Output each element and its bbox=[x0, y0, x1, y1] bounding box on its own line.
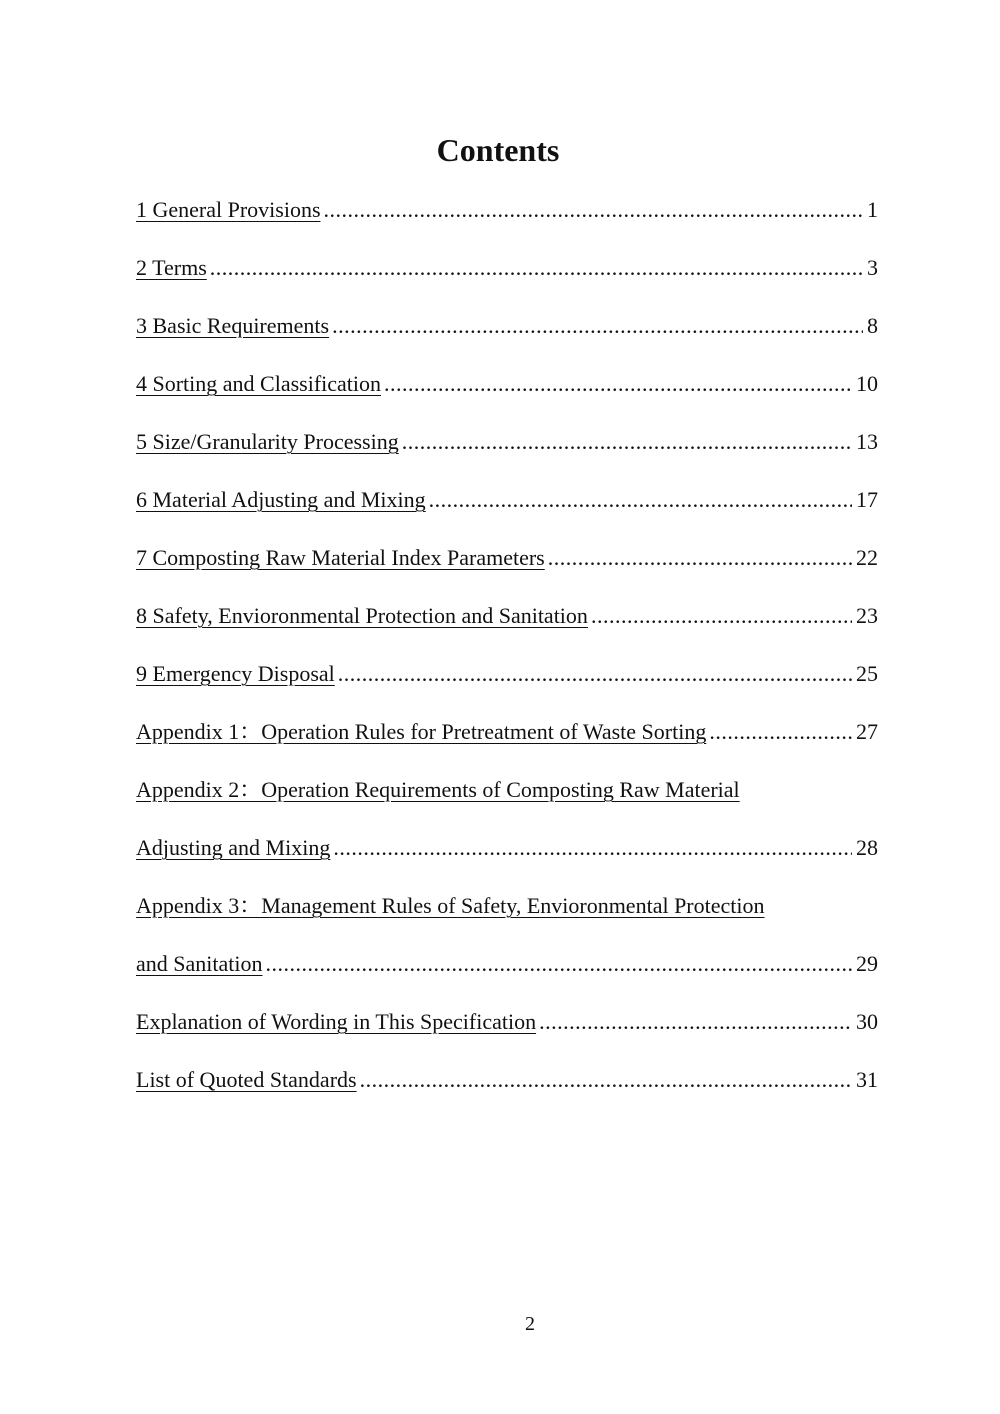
toc-dot-leader bbox=[548, 538, 852, 578]
toc-entry-title[interactable]: 3 Basic Requirements bbox=[136, 313, 330, 338]
toc-entry-composting-parameters[interactable] bbox=[136, 538, 878, 596]
toc-entry-title[interactable]: List of Quoted Standards bbox=[136, 1067, 357, 1092]
toc-entry-title[interactable]: 7 Composting Raw Material Index Parameters bbox=[136, 545, 545, 570]
page-title: Contents bbox=[436, 132, 560, 168]
toc-entry-page: 10 bbox=[856, 371, 878, 396]
toc-entry-page: 1 bbox=[867, 197, 878, 222]
toc-entry-title[interactable]: Appendix 1：Operation Rules for Pretreatment of Waste Sorting bbox=[136, 719, 707, 744]
toc-dot-leader bbox=[591, 596, 852, 636]
toc-entry-title-continued[interactable]: Adjusting and Mixing bbox=[136, 835, 331, 860]
toc-entry-page: 23 bbox=[856, 603, 878, 628]
toc-entry-page: 22 bbox=[856, 545, 878, 570]
toc-entry-title[interactable]: 1 General Provisions bbox=[136, 197, 321, 222]
toc-entry-safety-sanitation[interactable] bbox=[136, 596, 878, 654]
toc-entry-page: 25 bbox=[856, 661, 878, 686]
toc-entry-appendix-2-line2[interactable] bbox=[136, 828, 878, 886]
toc-entry-title[interactable]: Explanation of Wording in This Specification bbox=[136, 1009, 537, 1034]
toc-entry-terms[interactable] bbox=[136, 248, 878, 306]
toc-entry-general-provisions[interactable] bbox=[136, 190, 878, 248]
toc-entry-title[interactable]: 4 Sorting and Classification bbox=[136, 371, 382, 396]
toc-dot-leader bbox=[402, 422, 852, 462]
toc-entry-title[interactable]: 6 Material Adjusting and Mixing bbox=[136, 487, 426, 512]
toc-dot-leader bbox=[265, 944, 852, 984]
toc-entry-appendix-3-line1[interactable] bbox=[136, 886, 878, 944]
toc-entry-basic-requirements[interactable] bbox=[136, 306, 878, 364]
toc-entry-title[interactable]: Appendix 3：Management Rules of Safety, Envioronmental Protection bbox=[136, 893, 765, 918]
toc-entry-title[interactable]: 8 Safety, Envioronmental Protection and Sanitation bbox=[136, 603, 588, 628]
toc-entry-title[interactable]: 5 Size/Granularity Processing bbox=[136, 429, 399, 454]
toc-entry-page: 3 bbox=[867, 255, 878, 280]
toc-dot-leader bbox=[324, 190, 863, 230]
toc-entry-quoted-standards[interactable] bbox=[136, 1060, 878, 1118]
toc-dot-leader bbox=[539, 1002, 852, 1042]
toc-entry-page: 27 bbox=[856, 719, 878, 744]
toc-entry-page: 13 bbox=[856, 429, 878, 454]
toc-dot-leader bbox=[210, 248, 863, 288]
toc-entry-appendix-1[interactable] bbox=[136, 712, 878, 770]
toc-entry-title-continued[interactable]: and Sanitation bbox=[136, 951, 263, 976]
table-of-contents bbox=[136, 190, 878, 1118]
toc-dot-leader bbox=[384, 364, 852, 404]
toc-dot-leader bbox=[429, 480, 852, 520]
toc-dot-leader bbox=[360, 1060, 852, 1100]
toc-entry-explanation-wording[interactable] bbox=[136, 1002, 878, 1060]
toc-dot-leader bbox=[338, 654, 852, 694]
toc-entry-page: 28 bbox=[856, 835, 878, 860]
toc-dot-leader bbox=[332, 306, 863, 346]
toc-dot-leader bbox=[709, 712, 852, 752]
page-number: 2 bbox=[525, 1313, 535, 1335]
toc-entry-title[interactable]: 9 Emergency Disposal bbox=[136, 661, 335, 686]
toc-entry-material-adjusting[interactable] bbox=[136, 480, 878, 538]
toc-entry-appendix-3-line2[interactable] bbox=[136, 944, 878, 1002]
toc-entry-appendix-2-line1[interactable] bbox=[136, 770, 878, 828]
toc-entry-page: 30 bbox=[856, 1009, 878, 1034]
toc-entry-sorting-classification[interactable] bbox=[136, 364, 878, 422]
toc-entry-title[interactable]: 2 Terms bbox=[136, 255, 207, 280]
toc-entry-page: 31 bbox=[856, 1067, 878, 1092]
toc-entry-page: 17 bbox=[856, 487, 878, 512]
toc-dot-leader bbox=[333, 828, 852, 868]
toc-entry-title[interactable]: Appendix 2：Operation Requirements of Composting Raw Material bbox=[136, 777, 740, 802]
toc-entry-page: 29 bbox=[856, 951, 878, 976]
toc-entry-emergency-disposal[interactable] bbox=[136, 654, 878, 712]
toc-entry-page: 8 bbox=[867, 313, 878, 338]
toc-entry-size-granularity[interactable] bbox=[136, 422, 878, 480]
